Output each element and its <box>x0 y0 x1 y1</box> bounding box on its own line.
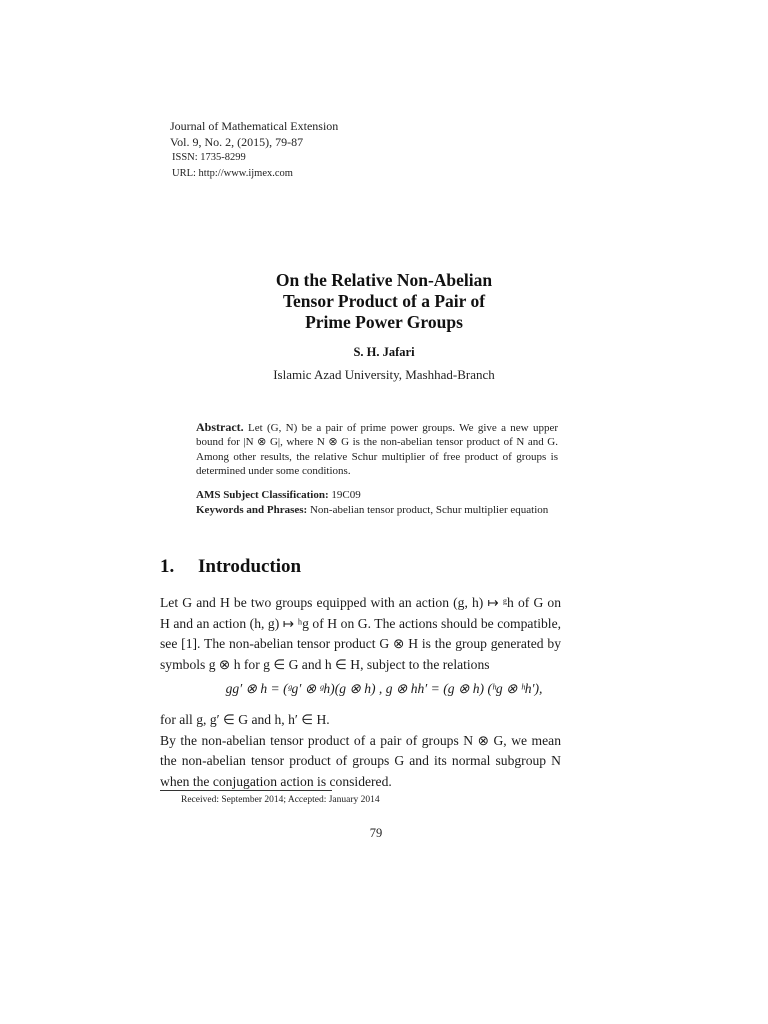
journal-name: Journal of Mathematical Extension <box>170 119 339 133</box>
footnote-received: Received: September 2014; Accepted: January 2014 <box>181 795 380 805</box>
abstract-label: Abstract. <box>196 420 244 434</box>
paragraph-2-rest: By the non-abelian tensor product of a pair of groups N ⊗ G, we mean the non-abelian tensor product of groups G and its normal subgroup N when the conjugation action is considered. <box>160 732 561 789</box>
section-number: 1. <box>160 556 175 577</box>
abstract-text: Let (G, N) be a pair of prime power groups. We give a new upper bound for |N ⊗ G|, where N ⊗ G is the non-abelian tensor product of N and G. Among other results, the relative Schur multiplier of free product of groups is determined under some conditions. <box>196 422 559 477</box>
keywords-label: Keywords and Phrases: <box>196 503 308 516</box>
paragraph-2-line-1: for all g, g′ ∈ G and h, h′ ∈ H. <box>160 712 330 727</box>
title-line-2: Tensor Product of a Pair of <box>282 291 486 311</box>
body-paragraph-1: Let G and H be two groups equipped with an action (g, h) ↦ ᵍh of G on H and an action (h, g) ↦ ʰg of H on G. The actions should be compatible, see [1]. The non-abelian tensor product G ⊗ H is the group generated by symbols g ⊗ h for g ∈ G and h ∈ H, subject to the relations <box>160 595 561 672</box>
title-line-3: Prime Power Groups <box>305 312 463 332</box>
body-paragraph-2 <box>160 710 561 792</box>
author-name: S. H. Jafari <box>353 345 415 359</box>
classification-block <box>196 488 558 517</box>
ams-classification <box>196 488 558 503</box>
journal-issn: ISSN: 1735-8299 <box>172 152 246 163</box>
ams-label: AMS Subject Classification: <box>196 489 329 501</box>
page-number: 79 <box>369 826 383 840</box>
journal-url: URL: http://www.ijmex.com <box>172 167 293 179</box>
keywords-value: Non-abelian tensor product, Schur multiplier equation <box>309 503 549 516</box>
paper-title <box>160 270 608 333</box>
keywords <box>196 503 558 518</box>
section-title: Introduction <box>198 556 302 577</box>
tensor-relations-equation: gg′ ⊗ h = (ᵍg′ ⊗ ᵍh)(g ⊗ h) , g ⊗ hh′ = (g ⊗ h) (ʰg ⊗ ʰh′), <box>225 681 543 696</box>
journal-volume: Vol. 9, No. 2, (2015), 79-87 <box>170 134 304 149</box>
section-heading <box>160 556 301 578</box>
ams-value: 19C09 <box>331 489 361 501</box>
abstract <box>196 420 558 478</box>
footnote-rule <box>160 790 332 791</box>
author-affiliation: Islamic Azad University, Mashhad-Branch <box>273 367 495 382</box>
journal-header <box>170 119 338 181</box>
title-line-1: On the Relative Non-Abelian <box>275 270 493 290</box>
